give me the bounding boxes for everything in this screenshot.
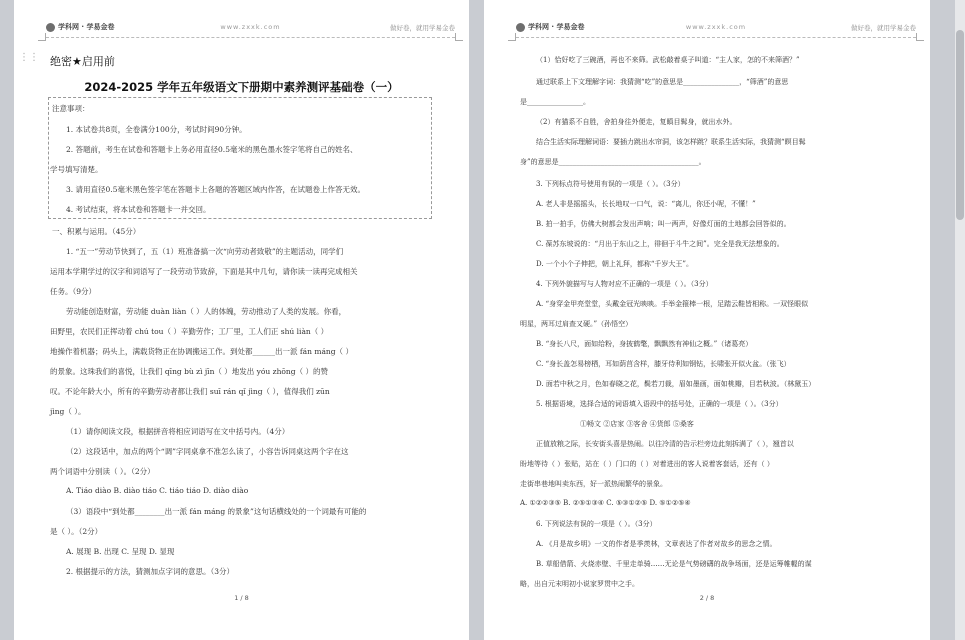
notice-box [48,97,432,219]
logo-text: 学科网 · 学易金卷 [58,23,115,31]
answer-option: D. 一个小个子伸把，朝上礼拜，都称“千岁大王”。 [536,260,693,268]
page-number: 2 / 8 [699,594,715,602]
word-choices: ①畅文 ②店家 ③客舍 ④货郎 ⑤桑客 [580,420,694,428]
crop-mark [508,33,516,41]
notice-item: 1. 本试卷共8页，全卷满分100分，考试时间90分钟。 [66,125,247,134]
question-text: 运用本学期学过的汉字和词语写了一段劳动节致辞，下面是其中几句，请你读一读再完成相关 [50,267,358,276]
question-text: 4. 下列外貌描写与人物对应不正确的一项是（ ）。（3分） [536,280,713,288]
page-header [46,22,455,36]
passage-text: 劳动能创造财富，劳动能 duàn liàn（ ）人的体魄，劳动推动了人类的发展。你看， [66,307,347,316]
answer-options: A. Tiáo diào B. diào tiáo C. tiáo tiáo D. diào diào [66,486,249,495]
answer-option: B. 拍一拍手，仿佛大树都会发出声响；叫一两声，好像灯面的土地都会回答似的。 [536,220,791,228]
document-page-1 [14,0,469,640]
vertical-scrollbar[interactable] [955,0,965,640]
answer-option: B. “身长八尺，面如给粉，身披鹤氅，飘飘然有神仙之概。”（诸葛亮） [536,340,753,348]
notice-item: 学号填写清楚。 [50,165,103,174]
answer-option: A. 《月是故乡明》一文的作者是季羡林，文章表达了作者对故乡的思念之情。 [536,540,777,548]
passage-text: 盼地等待（ ）张贴，站在（ ）门口的（ ）对着进出的客人说着客套话，还有（ ） [520,460,774,468]
document-page-2 [484,0,930,640]
passage-text: 走街串巷地叫卖东西，好一派热闹繁华的景象。 [520,480,667,488]
answer-options: A. ①②②③⑤ B. ②⑤①③④ C. ⑤③①②⑤ D. ⑤①②⑤④ [520,499,691,507]
answer-option: C. 葆苏东坡说的：“月出于东山之上，徘徊于斗牛之间”。完全是我无法想象的。 [536,240,784,248]
answer-option: B. 草船借箭、火烧赤壁、千里走单骑……无论是气势磅礴的战争场面，还是运筹帷幄的谋 [536,560,812,568]
logo-text: 学科网 · 学易金卷 [528,23,585,31]
question-text: 1. “五一”劳动节快到了，五（1）班准备搞一次“向劳动者致敬”的主题活动，同学们 [66,247,344,256]
question-text: 身”的意思是________________________________________。 [520,158,706,166]
question-text: 任务。（9分） [50,287,97,296]
secret-label: 绝密★启用前 [50,55,115,68]
question-text: 结合生活实际理解词语：要插力跳出水帘洞，该怎样跳？联系生活实际，我猜测“瞑目髯 [536,138,806,146]
crop-mark [38,33,46,41]
answer-option: A. “身穿金甲亮堂堂，头戴金冠光映映。手举金箍棒一根，足踏云鞋皆相称。一双怪眼似 [536,300,809,308]
answer-option: 略，出自元末明初小说家罗贯中之手。 [520,580,639,588]
crop-mark [455,33,463,41]
question-text: （2）有猫系不自胜，舍拍身往外便走，复瞋目髯身，就出水外。 [536,118,737,126]
passage-text: 正值放粮之际，长安街头喜是热闹。以往冷清的告示栏旁边此刻拆满了（ ），翘首以 [536,440,794,448]
answer-option: A. 老人非是摇摇头，长长地叹一口气，说：“离儿，你还小呢，不懂！” [536,200,756,208]
passage-text: 田野里，农民们正挥动着 chú tou（ ）辛勤劳作；工厂里，工人们正 shú liàn（ ） [50,327,329,336]
answer-option: D. 面若中秋之月，色如春晓之花，鬓若刀裁，眉如墨画，面如桃瓣，目若秋波。（林黛玉） [536,380,816,388]
question-text: 通过联系上下文理解字词：我猜测“吃”的意思是________________，“筛酒”的意思 [536,78,789,86]
header-slogan: 做好卷，就用学易金卷 [390,24,455,32]
passage-text: 地操作着机器；码头上，满载货物正在协调搬运工作。到处都______出一派 fán máng（ ） [50,347,353,356]
question-text: 2. 根据提示的方法，猜测加点字词的意思。（3分） [66,567,235,576]
question-text: （3）语段中“到处都________出一派 fán máng 的景象”这句话横线处的一个词最有可能的 [66,507,367,516]
header-site: www.zxxk.com [220,23,281,31]
question-text: 6. 下列说法有误的一项是（ ）。（3分） [536,520,657,528]
page-header [516,22,916,36]
notice-heading: 注意事项： [52,104,90,113]
crop-mark [916,33,924,41]
page-number: 1 / 8 [234,594,249,602]
passage-text: jìng（ ）。 [50,407,86,416]
question-text: （1）恰好吃了三碗酒，再也不来筛。武松敲着桌子叫道：“主人家，怎的不来筛酒？” [536,56,800,64]
section-heading: 一、积累与运用。（45分） [52,227,141,236]
question-text: 5. 根据语境，选择合适的词语填入语段中的括号处，正确的一项是（ ）。（3分） [536,400,783,408]
question-text: （1）请你阅读文段，根据拼音将相应词语写在文中括号内。（4分） [66,427,290,436]
scrollbar-thumb[interactable] [956,30,964,220]
header-slogan: 做好卷，就用学易金卷 [851,24,916,32]
answer-option: C. “身长盖怎易榜栖，耳如荫莒含样，膝牙侍利如钢钻，长啸张开似火盆。（张飞） [536,360,791,368]
question-text: 是（ ）。（2分） [50,527,103,536]
notice-item: 4. 考试结束，将本试卷和答题卡一并交回。 [66,205,211,214]
question-text: 是________________。 [520,98,590,106]
answer-options: A. 展现 B. 出现 C. 呈现 D. 显现 [66,547,175,556]
header-divider [46,37,455,38]
passage-text: 叹。不论年龄大小，所有的辛勤劳动者都让我们 suī rán qǐ jìng（ ），值得我们 zūn [50,387,330,396]
notice-item: 3. 请用直径0.5毫米黑色签字笔在答题卡上各题的答题区域内作答，在试题卷上作答无效。 [66,185,365,194]
question-text: 两个词语中分别读（ ）。（2分） [50,467,155,476]
notice-item: 2. 答题前，考生在试卷和答题卡上务必用直径0.5毫米的黑色墨水签字笔将自己的姓名、 [66,145,358,154]
exam-title: 2024-2025 学年五年级语文下册期中素养测评基础卷（一） [84,80,399,94]
header-site: www.zxxk.com [685,23,747,31]
answer-option: 明星，两耳过肩查又硬。”（孙悟空） [520,320,633,328]
question-text: （2）这段话中，加点的两个“调”字同桌拿不准怎么读了，小容告诉同桌这两个字在这 [66,447,349,456]
question-text: 3. 下列标点符号使用有误的一项是（ ）。（3分） [536,180,685,188]
header-divider [516,37,916,38]
drag-handle-icon[interactable]: ⋮⋮ [19,52,39,63]
passage-text: 的景象。这珠我们的喜悦，让我们 qīng bù zì jīn（ ）地发出 yóu zhōng（ ）的赞 [50,367,328,376]
